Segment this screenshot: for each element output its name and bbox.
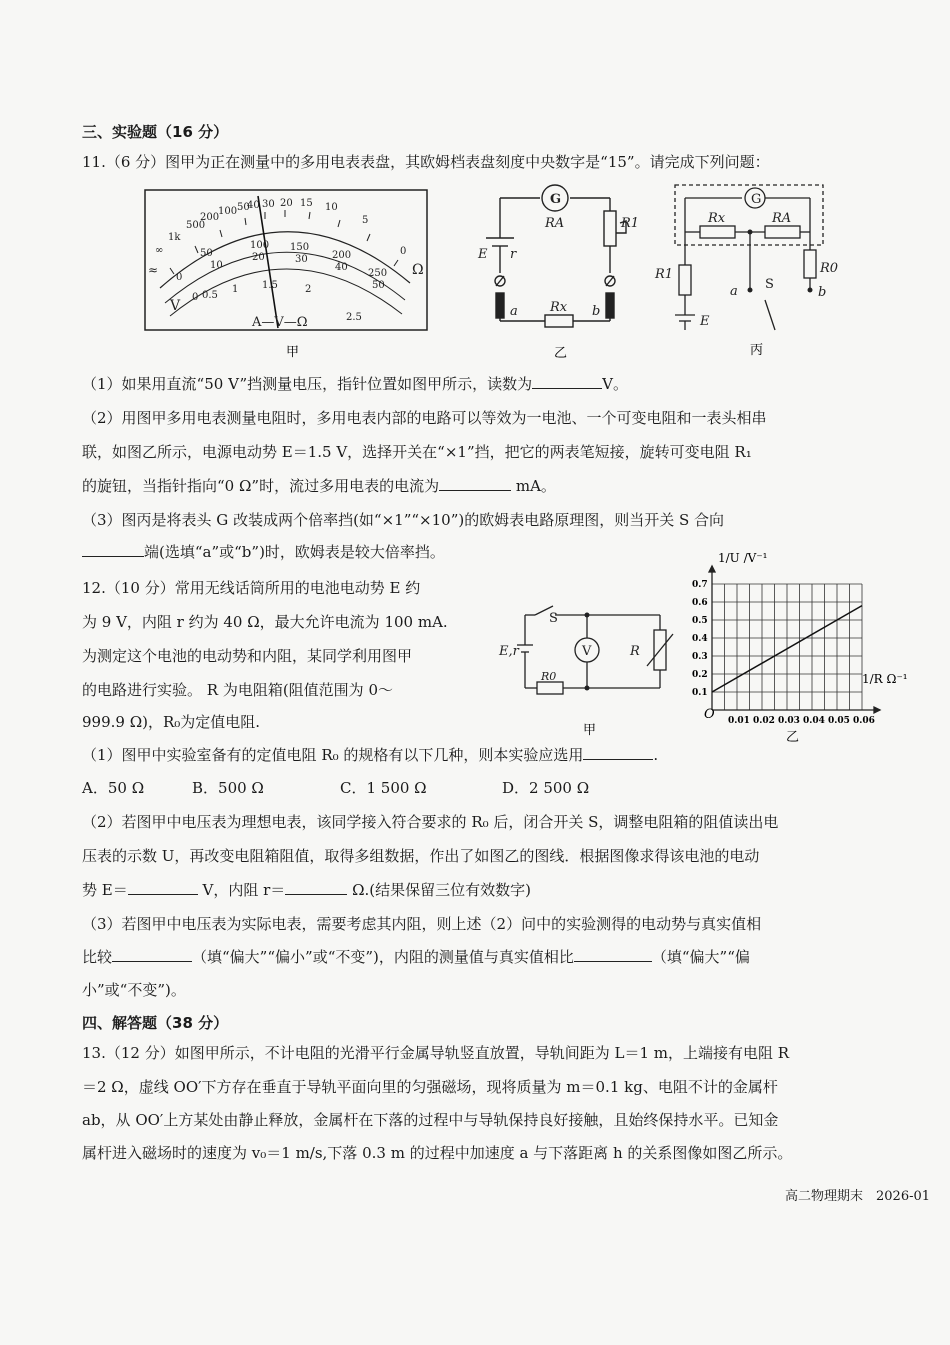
section-3-heading: 三、实验题（16 分） [82,123,229,141]
answer-blank[interactable] [583,745,653,760]
ohm-tick: 500 [186,220,206,231]
answer-blank[interactable] [82,542,144,557]
chart-y-tick-label: 0.4 [692,634,708,644]
terminal-a: a [510,304,518,319]
answer-blank[interactable] [285,880,347,895]
dc-tick: 20 [252,252,265,263]
q12-intro-line: 为 9 V，内阻 r 约为 40 Ω，最大允许电流为 100 mA. [82,613,448,631]
multimeter-dial-figure [140,188,440,358]
ohm-symbol: Ω [412,262,424,278]
figure-caption: 甲 [286,345,300,360]
chart-x-tick-label: 0.04 [803,716,825,726]
q12-part2-line3: 势 E＝ V，内阻 r＝ Ω.(结果保留三位有效数字) [82,881,531,899]
circuit-yi-figure [470,183,650,363]
q12-part2-line2: 压表的示数 U，再改变电阻箱阻值，取得多组数据，作出了如图乙的图线．根据图像求得该电池的电动 [82,847,760,865]
chart-x-tick-label: 0.02 [753,716,775,726]
q12-part2-line1: （2）若图甲中电压表为理想电表，该同学接入符合要求的 R₀ 后，闭合开关 S，调整电阻箱的阻值读出电 [82,813,779,831]
q12-intro-line: 为测定这个电池的电动势和内阻，某同学利用图甲 [82,647,413,665]
ra-label: RA [545,216,565,231]
dc-tick: 40 [335,262,348,273]
q13-line1: 13.（12 分）如图甲所示，不计电阻的光滑平行金属导轨竖直放置，导轨间距为 L＝1 m，上端接有电阻 R [82,1044,790,1062]
chart-xlabel: 1/R Ω⁻¹ [862,672,908,686]
q13-line2: ＝2 Ω，虚线 OO′下方存在垂直于导轨平面向里的匀强磁场，现将质量为 m＝0.1 kg、电阻不计的金属杆 [82,1078,778,1096]
q11-part2-line3: 的旋钮，当指针指向“0 Ω”时，流过多用电表的电流为 mA。 [82,477,556,495]
chart-x-arrow [874,707,880,713]
chart-y-tick-label: 0.7 [692,580,708,590]
dc-tick: 1.5 [262,280,278,291]
chart-ylabel: 1/U /V⁻¹ [718,551,768,565]
option-a[interactable]: A．50 Ω [82,779,145,797]
ac-mark: ≈ [148,263,159,277]
q12-options [82,778,912,798]
figure-caption: 乙 [786,730,800,745]
switch-s-label: S [549,611,558,626]
q11-part2-line2: 联，如图乙所示，电源电动势 E＝1.5 V，选择开关在“×1”挡，把它的两表笔短接，旋转可变电阻 R₁ [82,443,752,461]
switch-s-label: S [765,277,774,292]
ohm-tick: 30 [262,199,275,210]
dc-tick: 0 [176,272,183,283]
ohm-tick: 1k [168,232,181,243]
figure-caption: 甲 [583,723,597,738]
r0-label: R0 [541,670,557,683]
q12-part3-line3: 小”或“不变”)。 [82,981,186,999]
dc-tick: 50 [200,248,213,259]
dc-tick: 1 [232,284,239,295]
chart-y-tick-label: 0.2 [692,670,708,680]
dc-tick: 100 [250,240,270,251]
ohm-tick: 50 [237,202,250,213]
answer-blank[interactable] [574,947,652,962]
figure-caption: 乙 [554,346,568,361]
circuit-q12-figure [495,600,685,740]
emf-label: E,r [499,644,519,659]
chart-grid [712,584,862,710]
page-footer: 高二物理期末 2026-01 [785,1189,931,1204]
q13-line4: 属杆进入磁场时的速度为 v₀＝1 m/s,下落 0.3 m 的过程中加速度 a 与下落距离 h 的关系图像如图乙所示。 [82,1144,793,1162]
q11-intro: 11.（6 分）图甲为正在测量中的多用电表表盘，其欧姆档表盘刻度中央数字是“15”。请完成下列问题： [82,153,770,171]
emf-label: E [700,314,710,329]
r-label: R [630,644,640,659]
ohm-tick: 40 [247,200,260,211]
q12-part3-line1: （3）若图甲中电压表为实际电表，需要考虑其内阻，则上述（2）问中的实验测得的电动势与真实值相 [82,915,762,933]
q12-part3-line2: 比较 （填“偏大”“偏小”或“不变”)，内阻的测量值与真实值相比 （填“偏大”“偏 [82,948,750,966]
dc-tick: 50 [372,280,385,291]
answer-blank[interactable] [112,947,192,962]
chart-x-tick-label: 0.05 [828,716,850,726]
chart-x-tick-label: 0.01 [728,716,750,726]
dc-tick: 150 [290,242,310,253]
terminal-b: b [592,304,601,319]
ohm-tick: 20 [280,198,293,209]
q12-part1: （1）图甲中实验室备有的定值电阻 R₀ 的规格有以下几种，则本实验应选用 . [82,746,659,764]
emf-label: E [478,247,488,262]
q11-part3-line1: （3）图丙是将表头 G 改装成两个倍率挡(如“×1”“×10”)的欧姆表电路原理图，则当开关 S 合向 [82,511,725,529]
chart-1u-vs-1r [690,548,910,748]
circuit-bing-figure [650,180,839,360]
volt-mark: V [170,298,181,314]
answer-blank[interactable] [439,476,511,491]
q11-part3-line2: 端(选填“a”或“b”)时，欧姆表是较大倍率挡。 [82,542,912,562]
terminal-a: a [730,284,738,299]
ohm-tick: 10 [325,202,338,213]
chart-y-tick-label: 0.6 [692,598,708,608]
option-b[interactable]: B．500 Ω [192,779,264,797]
section-4-heading: 四、解答题（38 分） [82,1014,229,1032]
galvanometer-label: G [751,192,762,207]
r0-label: R0 [820,261,839,276]
figure-caption: 丙 [750,343,764,358]
q12-intro-line: 的电路进行实验。 R 为电阻箱(阻值范围为 0～ [82,681,393,699]
dc-tick: 0 [192,292,199,303]
dc-tick: 10 [210,260,223,271]
r-label: r [510,247,517,262]
galvanometer-label: G [550,192,562,207]
dc-tick: 0.5 [202,290,218,301]
voltmeter-label: V [582,644,592,659]
chart-y-tick-label: 0.5 [692,616,708,626]
ohm-tick: 0 [400,246,407,257]
ohm-tick: 100 [218,206,238,217]
option-c[interactable]: C．1 500 Ω [340,779,427,797]
dial-label: A—V—Ω [252,315,308,330]
rx-label: Rx [708,211,726,226]
r1-label: R1 [621,216,640,231]
ra-label: RA [772,211,792,226]
ohm-tick: ∞ [155,245,164,256]
answer-blank[interactable] [128,880,198,895]
chart-y-arrow [709,566,715,572]
rx-label: Rx [550,300,568,315]
q12-intro-line: 12.（10 分）常用无线话筒所用的电池电动势 E 约 [82,579,421,597]
q11-part1: （1）如果用直流“50 V”挡测量电压，指针位置如图甲所示，读数为 V。 [82,375,628,393]
q11-part2-line1: （2）用图甲多用电表测量电阻时，多用电表内部的电路可以等效为一电池、一个可变电阻和一表头相串 [82,409,767,427]
dc-tick: 2.5 [346,312,362,323]
dc-tick: 200 [332,250,352,261]
chart-origin: O [704,707,715,722]
dc-tick: 250 [368,268,388,279]
option-d[interactable]: D．2 500 Ω [502,779,590,797]
ohm-tick: 5 [362,215,369,226]
answer-blank[interactable] [532,374,602,389]
ohm-tick: 200 [200,212,220,223]
dc-tick: 30 [295,254,308,265]
chart-y-tick-label: 0.1 [692,688,708,698]
q12-intro-line: 999.9 Ω)，R₀为定值电阻. [82,713,261,731]
ohm-tick: 15 [300,198,313,209]
q13-line3: ab，从 OO′上方某处由静止释放，金属杆在下落的过程中与导轨保持良好接触，且始终保持水平。已知金 [82,1111,779,1129]
chart-y-tick-label: 0.3 [692,652,708,662]
chart-x-tick-label: 0.06 [853,716,875,726]
chart-x-tick-label: 0.03 [778,716,800,726]
r1-label: R1 [655,267,674,282]
dc-tick: 2 [305,284,312,295]
terminal-b: b [818,285,827,300]
